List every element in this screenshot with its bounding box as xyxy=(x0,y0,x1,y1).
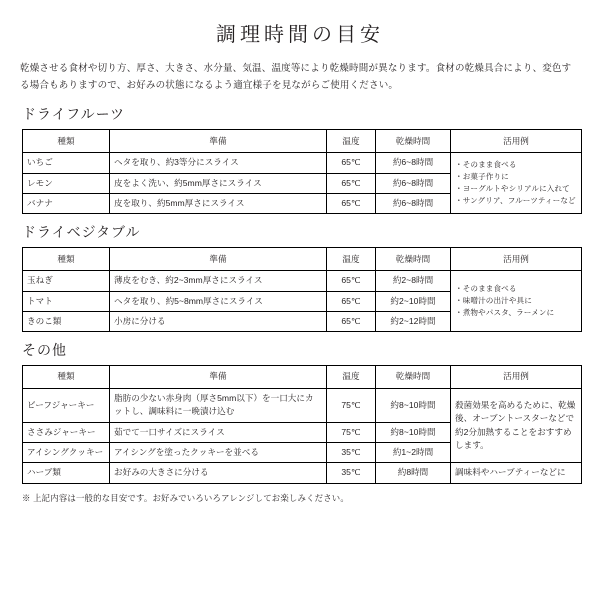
cell-kind: ビーフジャーキー xyxy=(23,389,110,423)
table-others xyxy=(22,365,582,484)
cell-temp: 65℃ xyxy=(327,311,376,331)
cell-temp: 65℃ xyxy=(327,193,376,213)
section-title-dried-vegetables: ドライベジタブル xyxy=(22,224,141,241)
table-dried-fruits xyxy=(22,129,582,214)
column-header-prep: 準備 xyxy=(110,248,327,271)
column-header-temp: 温度 xyxy=(327,130,376,153)
cell-kind: バナナ xyxy=(23,193,110,213)
footnote: ※ 上記内容は一般的な目安です。お好みでいろいろアレンジしてお楽しみください。 xyxy=(22,492,349,503)
table-row xyxy=(23,271,582,291)
use-line: ・そのまま食べる xyxy=(455,159,517,169)
cell-kind: いちご xyxy=(23,153,110,173)
page-title: 調理時間の目安 xyxy=(216,24,384,46)
cell-time: 約2~12時間 xyxy=(376,311,451,331)
cell-prep: ヘタを取り、約3等分にスライス xyxy=(110,153,327,173)
use-line: ・サングリア、フルーツティーなど xyxy=(455,196,576,206)
cell-use: 殺菌効果を高めるために、乾燥後、オーブントースターなどで約2分加熱することをおすすめします。 xyxy=(451,389,582,463)
column-header-kind: 種類 xyxy=(23,366,110,389)
use-line: ・煮物やパスタ、ラーメンに xyxy=(455,308,555,318)
cell-kind: きのこ類 xyxy=(23,311,110,331)
column-header-kind: 種類 xyxy=(23,248,110,271)
cell-time: 約6~8時間 xyxy=(376,153,451,173)
table-header-row xyxy=(23,366,582,389)
column-header-temp: 温度 xyxy=(327,366,376,389)
cell-prep: アイシングを塗ったクッキーを並べる xyxy=(110,443,327,463)
cell-time: 約1~2時間 xyxy=(376,443,451,463)
column-header-use: 活用例 xyxy=(451,130,582,153)
table-dried-vegetables xyxy=(22,247,582,332)
table-row xyxy=(23,389,582,423)
cell-time: 約8~10時間 xyxy=(376,422,451,442)
column-header-time: 乾燥時間 xyxy=(376,248,451,271)
cell-kind: トマト xyxy=(23,291,110,311)
cell-prep: 脂肪の少ない赤身肉（厚さ5mm以下）を一口大にカットし、調味料に一晩漬け込む xyxy=(110,389,327,423)
cell-time: 約6~8時間 xyxy=(376,173,451,193)
column-header-prep: 準備 xyxy=(110,130,327,153)
cell-prep: 皮を取り、約5mm厚さにスライス xyxy=(110,193,327,213)
cell-time: 約2~8時間 xyxy=(376,271,451,291)
intro-paragraph: 乾燥させる食材や切り方、厚さ、大きさ、水分量、気温、温度等により乾燥時間が異なります。食材の乾燥具合により、変色する場合もありますので、お好みの状態になるよう適宜様子を見ながらご使用ください。 xyxy=(20,63,572,91)
column-header-time: 乾燥時間 xyxy=(376,130,451,153)
column-header-use: 活用例 xyxy=(451,248,582,271)
section-title-others: その他 xyxy=(22,342,67,359)
cell-time: 約2~10時間 xyxy=(376,291,451,311)
cell-temp: 35℃ xyxy=(327,463,376,483)
cell-temp: 65℃ xyxy=(327,291,376,311)
cell-temp: 75℃ xyxy=(327,389,376,423)
cell-temp: 75℃ xyxy=(327,422,376,442)
cell-kind: ハーブ類 xyxy=(23,463,110,483)
column-header-time: 乾燥時間 xyxy=(376,366,451,389)
cell-kind: レモン xyxy=(23,173,110,193)
cell-time: 約8~10時間 xyxy=(376,389,451,423)
cell-time: 約6~8時間 xyxy=(376,193,451,213)
table-header-row xyxy=(23,130,582,153)
cell-temp: 65℃ xyxy=(327,153,376,173)
cell-kind: 玉ねぎ xyxy=(23,271,110,291)
cell-use: 調味料やハーブティーなどに xyxy=(451,463,582,483)
column-header-use: 活用例 xyxy=(451,366,582,389)
cell-temp: 35℃ xyxy=(327,443,376,463)
cell-kind: ささみジャーキー xyxy=(23,422,110,442)
cell-temp: 65℃ xyxy=(327,173,376,193)
cell-prep: お好みの大きさに分ける xyxy=(110,463,327,483)
section-title-dried-fruits: ドライフルーツ xyxy=(22,106,126,123)
cell-temp: 65℃ xyxy=(327,271,376,291)
table-header-row xyxy=(23,248,582,271)
column-header-temp: 温度 xyxy=(327,248,376,271)
cell-kind: アイシングクッキー xyxy=(23,443,110,463)
cell-use xyxy=(451,153,582,214)
use-line: ・味噌汁の出汁や具に xyxy=(455,296,532,306)
cell-prep: 薄皮をむき、約2~3mm厚さにスライス xyxy=(110,271,327,291)
column-header-prep: 準備 xyxy=(110,366,327,389)
cell-prep: 小房に分ける xyxy=(110,311,327,331)
column-header-kind: 種類 xyxy=(23,130,110,153)
cell-prep: 皮をよく洗い、約5mm厚さにスライス xyxy=(110,173,327,193)
table-row xyxy=(23,153,582,173)
use-line: ・ヨーグルトやシリアルに入れて xyxy=(455,184,570,194)
table-row xyxy=(23,463,582,483)
cell-prep: 茹でて一口サイズにスライス xyxy=(110,422,327,442)
use-line: ・お菓子作りに xyxy=(455,172,509,182)
cell-time: 約8時間 xyxy=(376,463,451,483)
cell-prep: ヘタを取り、約5~8mm厚さにスライス xyxy=(110,291,327,311)
cell-use xyxy=(451,271,582,332)
use-line: ・そのまま食べる xyxy=(455,283,517,293)
